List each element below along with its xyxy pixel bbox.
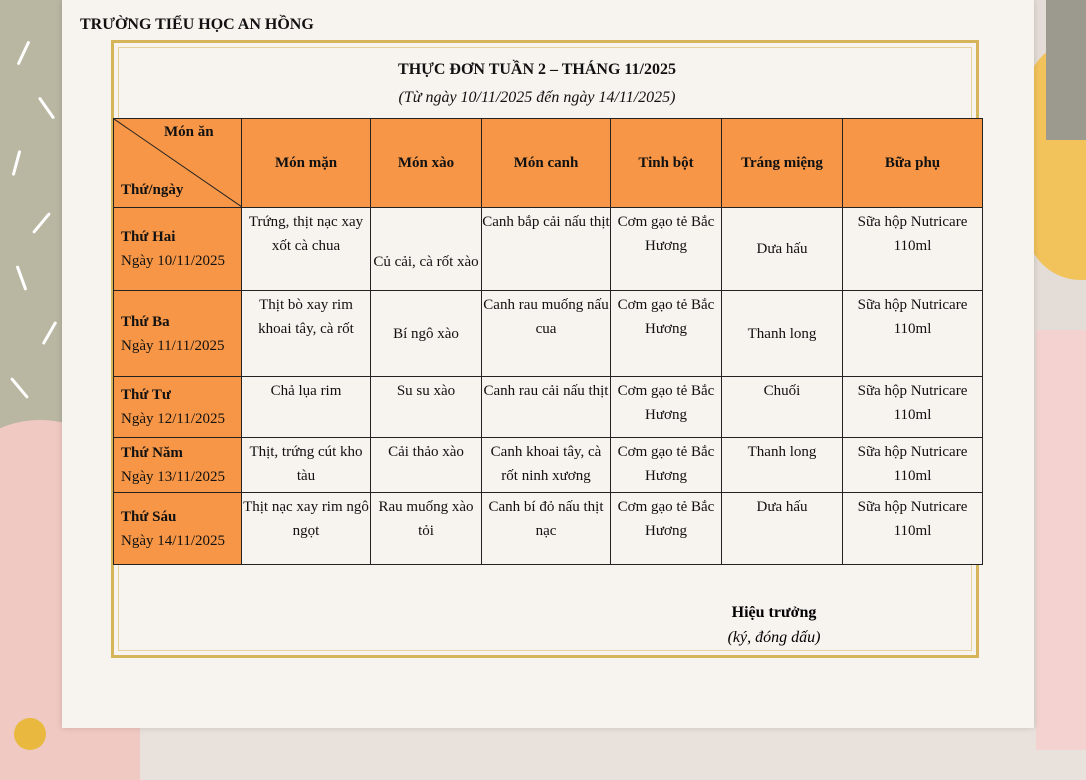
table-cell: Cải thảo xào (371, 438, 482, 493)
table-cell: Chả lụa rim (242, 377, 371, 438)
table-cell: Sữa hộp Nutricare 110ml (843, 493, 983, 565)
table-cell: Thịt, trứng cút kho tàu (242, 438, 371, 493)
table-cell: Thanh long (722, 291, 843, 377)
table-cell: Chuối (722, 377, 843, 438)
table-row (114, 291, 983, 377)
table-cell: Sữa hộp Nutricare 110ml (843, 291, 983, 377)
day-date: Ngày 11/11/2025 (121, 337, 225, 354)
table-cell: Cơm gạo tẻ Bắc Hương (611, 438, 722, 493)
column-header: Món xào (371, 119, 482, 208)
day-date: Ngày 13/11/2025 (121, 469, 226, 485)
table-cell: Canh khoai tây, cà rốt ninh xương (482, 438, 611, 493)
table-cell: Sữa hộp Nutricare 110ml (843, 208, 983, 291)
signature-title: Hiệu trưởng (731, 604, 817, 621)
background-yellow-dot (14, 718, 46, 750)
table-cell: Cơm gạo tẻ Bắc Hương (611, 291, 722, 377)
column-header: Món canh (482, 119, 611, 208)
column-header: Bữa phụ (843, 119, 983, 208)
table-cell: Thịt nạc xay rim ngô ngọt (242, 493, 371, 565)
table-cell: Canh bí đỏ nấu thịt nạc (482, 493, 611, 565)
menu-table (113, 118, 983, 565)
corner-header-cell (114, 119, 242, 208)
menu-title: THỰC ĐƠN TUẦN 2 – THÁNG 11/2025 (398, 61, 676, 78)
table-row (114, 377, 983, 438)
table-cell: Su su xào (371, 377, 482, 438)
table-row (114, 493, 983, 565)
background-grey-shape (1046, 0, 1086, 140)
table-cell: Trứng, thịt nạc xay xốt cà chua (242, 208, 371, 291)
table-cell: Cơm gạo tẻ Bắc Hương (611, 493, 722, 565)
corner-label-dishes: Món ăn (164, 124, 214, 140)
day-date: Ngày 12/11/2025 (121, 411, 226, 427)
column-header: Tráng miệng (722, 119, 843, 208)
table-cell: Sữa hộp Nutricare 110ml (843, 377, 983, 438)
signature-note: (ký, đóng dấu) (727, 629, 821, 646)
day-cell (114, 208, 242, 291)
day-cell (114, 291, 242, 377)
day-name: Thứ Tư (121, 387, 171, 403)
day-cell (114, 493, 242, 565)
column-header: Món mặn (242, 119, 371, 208)
day-cell (114, 438, 242, 493)
table-cell: Dưa hấu (722, 493, 843, 565)
day-name: Thứ Ba (121, 313, 170, 330)
table-cell: Canh rau cải nấu thịt (482, 377, 611, 438)
menu-subtitle: (Từ ngày 10/11/2025 đến ngày 14/11/2025) (398, 89, 676, 106)
day-date: Ngày 14/11/2025 (121, 532, 226, 549)
table-cell: Cơm gạo tẻ Bắc Hương (611, 377, 722, 438)
table-cell: Canh bắp cải nấu thịt (482, 208, 611, 291)
day-date: Ngày 10/11/2025 (121, 253, 226, 269)
school-name: TRƯỜNG TIỂU HỌC AN HỒNG (80, 16, 314, 33)
table-cell: Cơm gạo tẻ Bắc Hương (611, 208, 722, 291)
table-cell: Sữa hộp Nutricare 110ml (843, 438, 983, 493)
day-name: Thứ Sáu (121, 508, 177, 525)
background-pink-strip (1036, 330, 1086, 750)
table-cell: Bí ngô xào (371, 291, 482, 377)
table-row (114, 208, 983, 291)
corner-label-days: Thứ/ngày (121, 182, 184, 198)
table-cell: Canh rau muống nấu cua (482, 291, 611, 377)
day-cell (114, 377, 242, 438)
day-name: Thứ Hai (121, 229, 176, 245)
day-name: Thứ Năm (121, 445, 183, 461)
table-cell: Rau muống xào tỏi (371, 493, 482, 565)
table-cell: Thịt bò xay rim khoai tây, cà rốt (242, 291, 371, 377)
table-cell: Thanh long (722, 438, 843, 493)
table-cell: Củ cải, cà rốt xào (371, 208, 482, 291)
column-header: Tinh bột (611, 119, 722, 208)
table-row (114, 438, 983, 493)
table-cell: Dưa hấu (722, 208, 843, 291)
